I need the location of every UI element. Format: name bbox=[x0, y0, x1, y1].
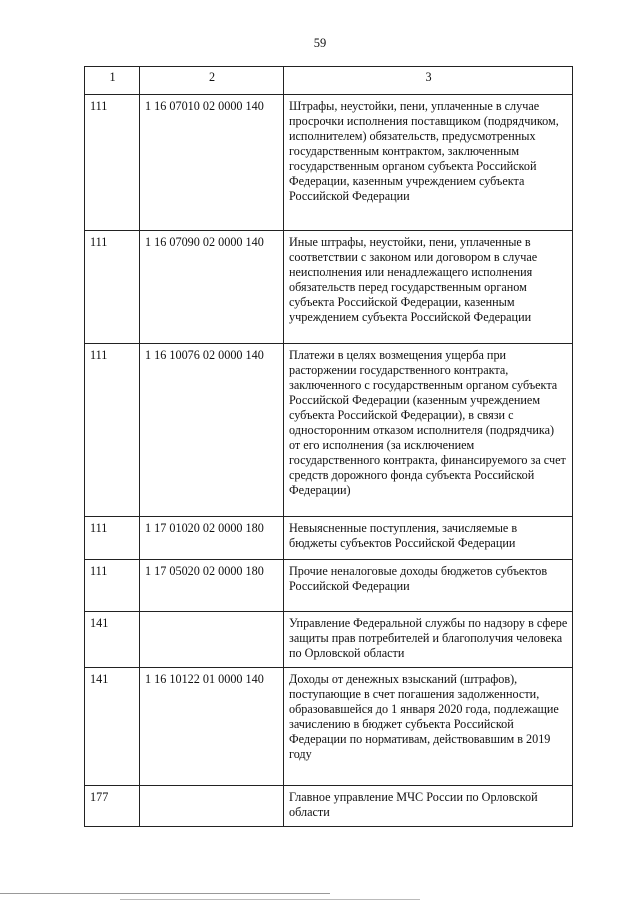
scan-artifact-line bbox=[0, 893, 330, 894]
description-cell: Платежи в целях возмещения ущерба при расторжении государственного контракта, заключенного с государственным органом субъекта Российской Федерации (казенным учреждением субъекта Российской Федерации), в связи с односторонним отказом исполнителя (подрядчика) от его исполнения (за исключением государственного контракта, финансируемого за счет средств дорожного фонда субъекта Российской Федерации) bbox=[284, 344, 573, 517]
table-header-row bbox=[85, 67, 573, 95]
admin-code-cell: 111 bbox=[85, 95, 140, 231]
page-number: 59 bbox=[313, 36, 327, 50]
revenue-code-cell bbox=[140, 786, 284, 827]
column-header-1: 1 bbox=[85, 67, 140, 95]
table-row bbox=[85, 344, 573, 517]
table-row bbox=[85, 786, 573, 827]
admin-code-cell: 111 bbox=[85, 560, 140, 612]
revenue-code-cell: 1 16 07090 02 0000 140 bbox=[140, 231, 284, 344]
budget-revenue-table bbox=[84, 66, 573, 827]
admin-code-cell: 111 bbox=[85, 517, 140, 560]
revenue-code-cell: 1 16 07010 02 0000 140 bbox=[140, 95, 284, 231]
admin-code-cell: 141 bbox=[85, 612, 140, 668]
column-header-3: 3 bbox=[284, 67, 573, 95]
column-header-2: 2 bbox=[140, 67, 284, 95]
admin-code-cell: 111 bbox=[85, 344, 140, 517]
table-row bbox=[85, 517, 573, 560]
description-cell: Главное управление МЧС России по Орловской области bbox=[284, 786, 573, 827]
table-row bbox=[85, 231, 573, 344]
description-cell: Управление Федеральной службы по надзору в сфере защиты прав потребителей и благополучия человека по Орловской области bbox=[284, 612, 573, 668]
table-row bbox=[85, 668, 573, 786]
description-cell: Иные штрафы, неустойки, пени, уплаченные в соответствии с законом или договором в случае неисполнения или ненадлежащего исполнения обязательств перед государственным органом субъекта Российской Федерации, казенным учреждением субъекта Российской Федерации bbox=[284, 231, 573, 344]
description-cell: Невыясненные поступления, зачисляемые в бюджеты субъектов Российской Федерации bbox=[284, 517, 573, 560]
table-row bbox=[85, 560, 573, 612]
admin-code-cell: 111 bbox=[85, 231, 140, 344]
revenue-code-cell bbox=[140, 612, 284, 668]
revenue-code-cell: 1 17 01020 02 0000 180 bbox=[140, 517, 284, 560]
revenue-code-cell: 1 16 10076 02 0000 140 bbox=[140, 344, 284, 517]
admin-code-cell: 177 bbox=[85, 786, 140, 827]
table-row bbox=[85, 95, 573, 231]
revenue-code-cell: 1 16 10122 01 0000 140 bbox=[140, 668, 284, 786]
revenue-code-cell: 1 17 05020 02 0000 180 bbox=[140, 560, 284, 612]
description-cell: Штрафы, неустойки, пени, уплаченные в случае просрочки исполнения поставщиком (подрядчиком, исполнителем) обязательств, предусмотренных государственным контрактом, заключенным государственным органом субъекта Российской Федерации, казенным учреждением субъекта Российской Федерации bbox=[284, 95, 573, 231]
description-cell: Доходы от денежных взысканий (штрафов), поступающие в счет погашения задолженности, образовавшейся до 1 января 2020 года, подлежащие зачислению в бюджет субъекта Российской Федерации по нормативам, действовавшим в 2019 году bbox=[284, 668, 573, 786]
table-row bbox=[85, 612, 573, 668]
scan-artifact-line bbox=[120, 899, 420, 900]
description-cell: Прочие неналоговые доходы бюджетов субъектов Российской Федерации bbox=[284, 560, 573, 612]
admin-code-cell: 141 bbox=[85, 668, 140, 786]
